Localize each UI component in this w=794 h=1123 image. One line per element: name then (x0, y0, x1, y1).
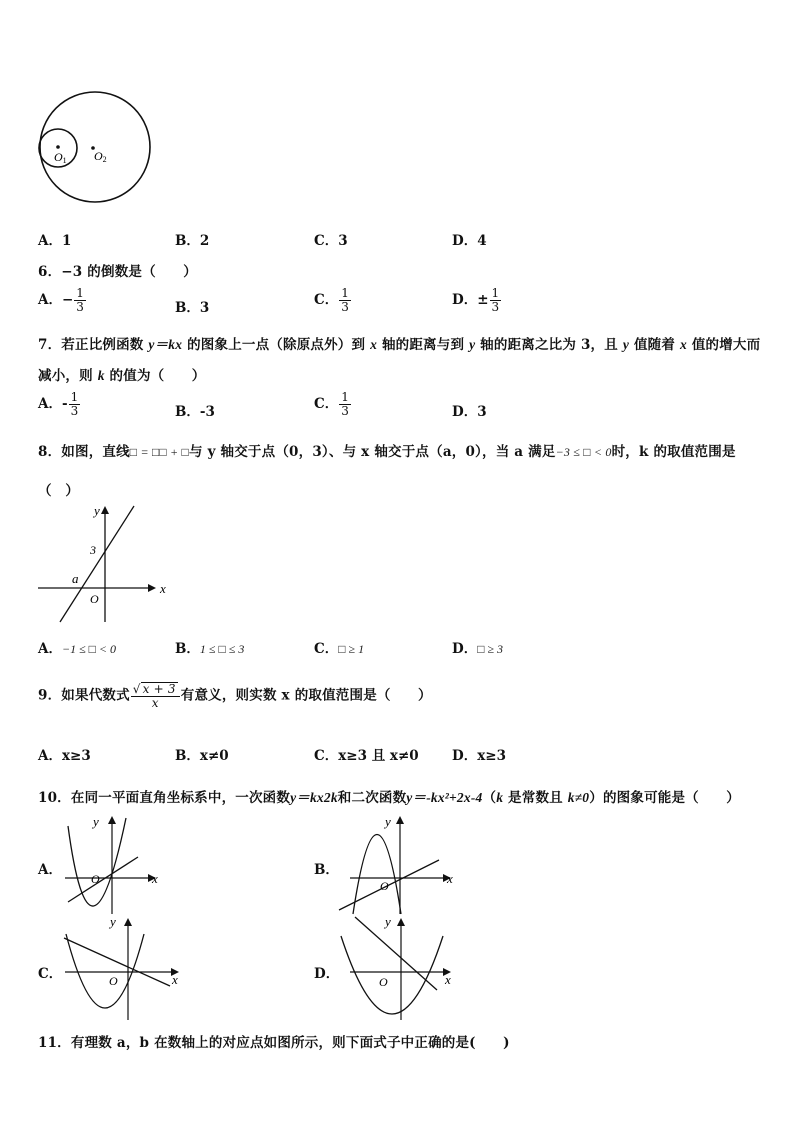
q9-stem: 9．如果代数式 $\frac{√ x + 3}{x}$ 有意义，则实数 x 的取值范围是（ ） (38, 682, 432, 710)
q8-stem-line2: （ ） (38, 483, 80, 499)
y-axis-arrow (108, 816, 116, 824)
q10-graph-b[interactable] (335, 810, 465, 920)
y-axis-arrow (397, 918, 405, 926)
y-label: y (385, 814, 391, 829)
q8-line-expr: □ = □□ + □ (129, 445, 189, 459)
q8-option-b[interactable]: B．1 ≤ □ ≤ 3 (175, 641, 245, 657)
q10-option-d-label[interactable]: D． (314, 966, 340, 982)
x-label: x (152, 871, 158, 886)
q11-stem: 11．有理数 a，b 在数轴上的对应点如图所示，则下面式子中正确的是( ) (38, 1035, 510, 1051)
origin-label: O (109, 974, 118, 988)
q10-option-b-label[interactable]: B． (314, 862, 339, 878)
q6-a-prefix: A．− (38, 292, 74, 308)
q10-graph-a[interactable] (60, 810, 170, 920)
q9-option-b[interactable]: B．x≠0 (175, 748, 229, 764)
q7-stem-line1: 7．若正比例函数 y＝kx 的图象上一点（除原点外）到 x 轴的距离与到 y 轴的距离之比为 3，且 y 值随着 x 值的增大而 (38, 337, 761, 353)
parabola (341, 936, 443, 1014)
q10-stem: 10．在同一平面直角坐标系中，一次函数y＝kx2k和二次函数y＝-kx²+2x-4（k 是常数且 k≠0）的图象可能是（ ） (38, 790, 740, 806)
q6-c-prefix: C． (314, 292, 339, 308)
y-label: y (94, 503, 100, 518)
y-label: y (110, 914, 116, 929)
q6-option-c[interactable] (314, 287, 352, 314)
q6-stem: 6．−3 的倒数是（ ） (38, 264, 197, 280)
straight-line (355, 917, 437, 990)
q10-option-c-label[interactable]: C． (38, 966, 63, 982)
q7-option-c[interactable] (314, 391, 352, 418)
q10-option-a-label[interactable]: A． (38, 862, 62, 878)
tick-3-label: 3 (90, 543, 96, 557)
y-axis-arrow (124, 918, 132, 926)
x-label: x (445, 972, 451, 987)
q5-option-d[interactable]: D．4 (452, 233, 487, 249)
q8-line-graph (30, 500, 180, 630)
q10-graph-c[interactable] (60, 912, 190, 1024)
x-label: x (447, 871, 453, 886)
q8-option-c[interactable]: C．□ ≥ 1 (314, 641, 365, 657)
q6-option-b[interactable]: B．3 (175, 300, 210, 316)
label-o2: O2 (94, 149, 107, 164)
q9-fraction: $\frac{√ x + 3}{x}$ (131, 682, 180, 710)
q8-option-a[interactable]: A．−1 ≤ □ < 0 (38, 641, 117, 657)
sqrt-sign: √ (132, 682, 141, 696)
q7-c-fraction: $\frac{1}{3}$ (341, 390, 349, 418)
q6-c-fraction: $\frac{1}{3}$ (341, 286, 349, 314)
q7-c-prefix: C． (314, 396, 339, 412)
q6-d-fraction: $\frac{1}{3}$ (491, 286, 500, 314)
q7-option-a[interactable] (38, 391, 81, 418)
q7-option-d[interactable]: D．3 (452, 404, 487, 420)
y-label: y (385, 914, 391, 929)
q8-stem: 8．如图，直线□ = □□ + □与 y 轴交于点（0，3）、与 x 轴交于点（a，0），当 a 满足−3 ≤ □ < 0时，k 的取值范围是 (38, 444, 736, 460)
q6-d-prefix: D．± (452, 292, 489, 308)
q7-stem-line2: 减小，则 k 的值为（ ） (38, 368, 206, 384)
q6-a-fraction: $\frac{1}{3}$ (76, 286, 84, 314)
parabola (353, 835, 401, 915)
q8-condition-expr: −3 ≤ □ < 0 (555, 445, 612, 459)
center-o1-dot (56, 145, 60, 149)
y-axis-arrow (101, 506, 109, 514)
parabola (66, 934, 144, 1008)
q9-option-a[interactable]: A．x≥3 (38, 748, 91, 764)
q6-option-d[interactable] (452, 287, 502, 314)
x-label: x (160, 581, 166, 596)
q5-option-b[interactable]: B．2 (175, 233, 210, 249)
q9-option-c[interactable]: C．x≥3 且 x≠0 (314, 748, 419, 764)
label-o1: O1 (54, 150, 67, 165)
q8-option-d[interactable]: D．□ ≥ 3 (452, 641, 504, 657)
y-label: y (93, 814, 99, 829)
origin-label: O (90, 592, 99, 606)
q10-graph-d[interactable] (335, 912, 465, 1024)
q6-option-a[interactable] (38, 287, 87, 314)
q5-option-a[interactable]: A．1 (38, 233, 72, 249)
straight-line (339, 860, 439, 910)
origin-label: O (380, 879, 389, 893)
origin-label: O (379, 975, 388, 989)
intercept-a-label: a (72, 571, 79, 586)
parabola (68, 818, 126, 906)
circles-figure (30, 85, 160, 210)
q7-option-b[interactable]: B．-3 (175, 404, 215, 420)
y-axis-arrow (396, 816, 404, 824)
q5-option-c[interactable]: C．3 (314, 233, 348, 249)
origin-label: O (91, 872, 100, 886)
q7-a-prefix: A．- (38, 396, 68, 412)
x-label: x (172, 972, 178, 987)
x-axis-arrow (148, 584, 156, 592)
radicand: x + 3 (142, 682, 176, 696)
q9-option-d[interactable]: D．x≥3 (452, 748, 506, 764)
q7-a-fraction: $\frac{1}{3}$ (70, 390, 79, 418)
